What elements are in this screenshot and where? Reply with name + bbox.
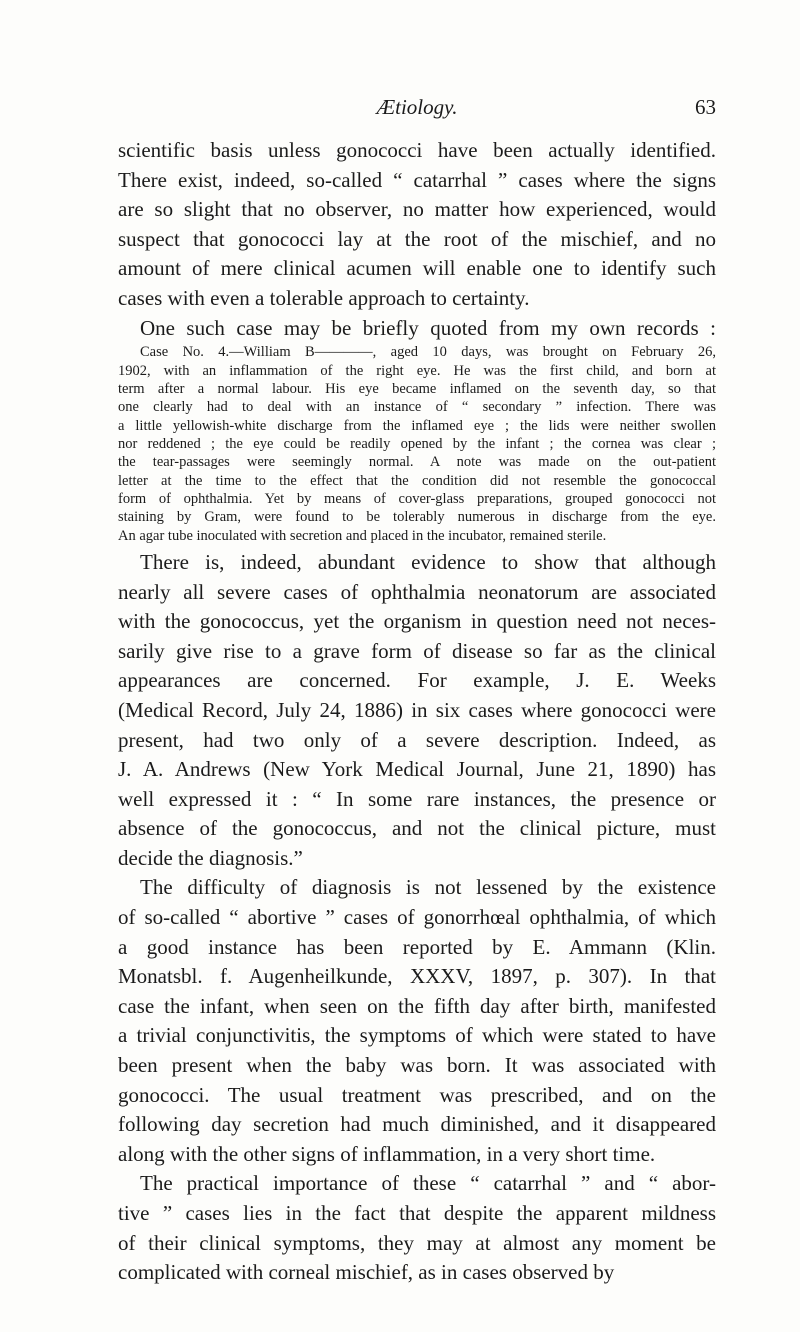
page-number: 63 [695, 95, 716, 119]
text-line: nearly all severe cases of ophthalmia neonatorum are associated [118, 579, 716, 604]
text-line: (Medical Record, July 24, 1886) in six cases where gonococci were [118, 697, 716, 722]
case-note-line: the tear-passages were seemingly normal. A note was made on the out-patient [118, 454, 716, 471]
running-title: Ætiology. [376, 95, 458, 119]
text-line: decide the diagnosis.” [118, 845, 303, 870]
text-line: amount of mere clinical acumen will enable one to identify such [118, 256, 716, 281]
text-line: absence of the gonococcus, and not the clinical picture, must [118, 816, 716, 841]
text-line: sarily give rise to a grave form of disease so far as the clinical [118, 638, 716, 663]
text-line: J. A. Andrews (New York Medical Journal, June 21, 1890) has [118, 757, 716, 782]
text-line: following day secretion had much diminished, and it disappeared [118, 1112, 716, 1137]
text-line: a good instance has been reported by E. Ammann (Klin. [118, 934, 716, 959]
text-line: cases with even a tolerable approach to certainty. [118, 285, 530, 310]
case-note-line: 1902, with an inflammation of the right eye. He was the first child, and born at [118, 362, 716, 379]
text-line: well expressed it : “ In some rare instances, the presence or [118, 786, 716, 811]
text-line: Monatsbl. f. Augenheilkunde, XXXV, 1897, p. 307). In that [118, 964, 716, 989]
case-note-line: form of ophthalmia. Yet by means of cover-glass preparations, grouped gonococci not [118, 490, 716, 507]
case-note-line: term after a normal labour. His eye became inflamed on the seventh day, so that [118, 380, 716, 397]
case-note-line: letter at the time to the effect that the condition did not resemble the gonococcal [118, 472, 716, 489]
text-line: a trivial conjunctivitis, the symptoms of which were stated to have [118, 1023, 716, 1048]
text-line: scientific basis unless gonococci have been actually identified. [118, 138, 716, 162]
case-note [118, 343, 716, 545]
text-line: suspect that gonococci lay at the root of the mischief, and no [118, 226, 716, 251]
text-line: appearances are concerned. For example, J. E. Weeks [118, 668, 716, 693]
case-note-line: staining by Gram, were found to be tolerably numerous in discharge from the eye. [118, 509, 716, 526]
text-line: complicated with corneal mischief, as in cases observed by [118, 1260, 615, 1285]
text-line: One such case may be briefly quoted from my own records : [140, 315, 716, 340]
text-line: The practical importance of these “ catarrhal ” and “ abor- [140, 1171, 716, 1196]
text-line: along with the other signs of inflammation, in a very short time. [118, 1141, 656, 1166]
case-note-line: a little yellowish-white discharge from the inflamed eye ; the lids were neither swollen [118, 417, 716, 434]
text-line: of so-called “ abortive ” cases of gonorrhœal ophthalmia, of which [118, 905, 716, 930]
page-body [118, 136, 716, 1288]
text-line: There exist, indeed, so-called “ catarrhal ” cases where the signs [118, 167, 716, 192]
case-note-line: nor reddened ; the eye could be readily opened by the infant ; the cornea was clear ; [118, 435, 716, 452]
text-line: There is, indeed, abundant evidence to show that although [140, 549, 716, 574]
text-line: been present when the baby was born. It was associated with [118, 1053, 716, 1078]
text-line: present, had two only of a severe description. Indeed, as [118, 727, 716, 752]
text-line: gonococci. The usual treatment was prescribed, and on the [118, 1082, 716, 1107]
text-line: are so slight that no observer, no matter how experienced, would [118, 197, 716, 222]
text-line: The difficulty of diagnosis is not lessened by the existence [140, 875, 716, 900]
running-header [118, 95, 716, 125]
text-line: tive ” cases lies in the fact that despite the apparent mildness [118, 1201, 716, 1225]
text-line: with the gonococcus, yet the organism in question need not neces- [118, 609, 716, 634]
text-line: case the infant, when seen on the fifth day after birth, manifested [118, 993, 716, 1018]
case-note-line: one clearly had to deal with an instance of “ secondary ” infection. There was [118, 399, 716, 416]
case-note-line: Case No. 4.—William B————, aged 10 days, was brought on February 26, [140, 344, 716, 361]
case-note-line: An agar tube inoculated with secretion and placed in the incubator, remained sterile. [118, 527, 607, 544]
text-line: of their clinical symptoms, they may at almost any moment be [118, 1230, 716, 1255]
